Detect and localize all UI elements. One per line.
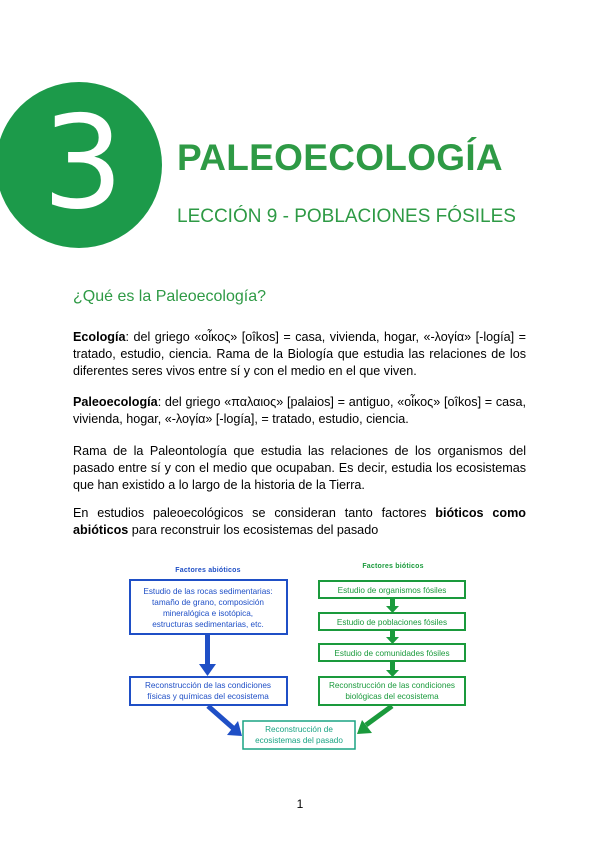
chapter-number: 3 [42, 89, 124, 238]
factores-text-b: para reconstruir los ecosistemas del pasado [128, 523, 379, 537]
page-number: 1 [296, 797, 304, 811]
biotic-header: Factores bióticos [362, 563, 424, 570]
factores-text-a: En estudios paleoecológicos se consideran tanto factores [73, 506, 436, 520]
term-paleoecologia: Paleoecología [73, 395, 158, 409]
biotic-diagonal-arrow-shaft [366, 706, 392, 725]
abiotic-box-conditions-line2: físicas y químicas del ecosistema [147, 692, 269, 701]
definition-paleoecologia: : del griego «παλαιος» [palaios] = antiguo, «οἶκος» [oîkos] = casa, vivienda, hogar, «-λογία» [-logía], = tratado, estudio, ciencia. [73, 395, 526, 426]
biotic-box-conditions-line1: Reconstrucción de las condiciones [328, 681, 456, 690]
paragraph-rama: Rama de la Paleontología que estudia las relaciones de los organismos del pasado entre sí y con el medio que ocupaban. Es decir, estudia los ecosistemas que han existido a lo largo de la historia de la Tierra. [73, 444, 526, 492]
biotic-arrow3-shaft [390, 662, 395, 671]
abiotic-box-rocks-line3: mineralógica e isotópica, [162, 609, 254, 618]
lesson-subtitle: LECCIÓN 9 - POBLACIONES FÓSILES [177, 206, 516, 227]
factores-bold: bióticos como abióticos [73, 506, 526, 537]
abiotic-diagonal-arrow-shaft [208, 706, 233, 728]
term-ecologia: Ecología [73, 330, 126, 344]
final-box-line1: Reconstrucción de [265, 725, 333, 734]
biotic-box-organisms-label: Estudio de organismos fósiles [337, 586, 447, 595]
section-heading: ¿Qué es la Paleoecología? [73, 288, 267, 305]
biotic-arrow2-shaft [390, 631, 395, 638]
biotic-box-conditions-line2: biológicas del ecosistema [345, 692, 439, 701]
abiotic-box-rocks-line2: tamaño de grano, composición [152, 598, 264, 607]
abiotic-arrow-head-icon [199, 664, 216, 676]
biotic-arrow3-head-icon [386, 670, 399, 677]
abiotic-box-conditions-line1: Reconstrucción de las condiciones [144, 681, 272, 690]
abiotic-header: Factores abióticos [175, 567, 241, 574]
biotic-arrow1-head-icon [386, 606, 399, 613]
final-box-line2: ecosistemas del pasado [255, 736, 343, 745]
abiotic-box-rocks-line1: Estudio de las rocas sedimentarias: [143, 587, 273, 596]
biotic-arrow1-shaft [390, 599, 395, 607]
abiotic-arrow-shaft [205, 635, 210, 665]
biotic-box-communities-label: Estudio de comunidades fósiles [334, 649, 450, 658]
biotic-box-populations-label: Estudio de poblaciones fósiles [336, 618, 448, 627]
definition-ecologia: : del griego «οἶκος» [oîkos] = casa, vivienda, hogar, «-λογία» [-logía] = tratado, estudio, ciencia. Rama de la Biología que estudia las relaciones de los diferentes seres vivos entre sí y con el medio en el que viven. [73, 330, 526, 378]
page-title: PALEOECOLOGÍA [177, 137, 503, 178]
abiotic-box-rocks-line4: estructuras sedimentarias, etc. [152, 620, 264, 629]
biotic-arrow2-head-icon [386, 637, 399, 644]
